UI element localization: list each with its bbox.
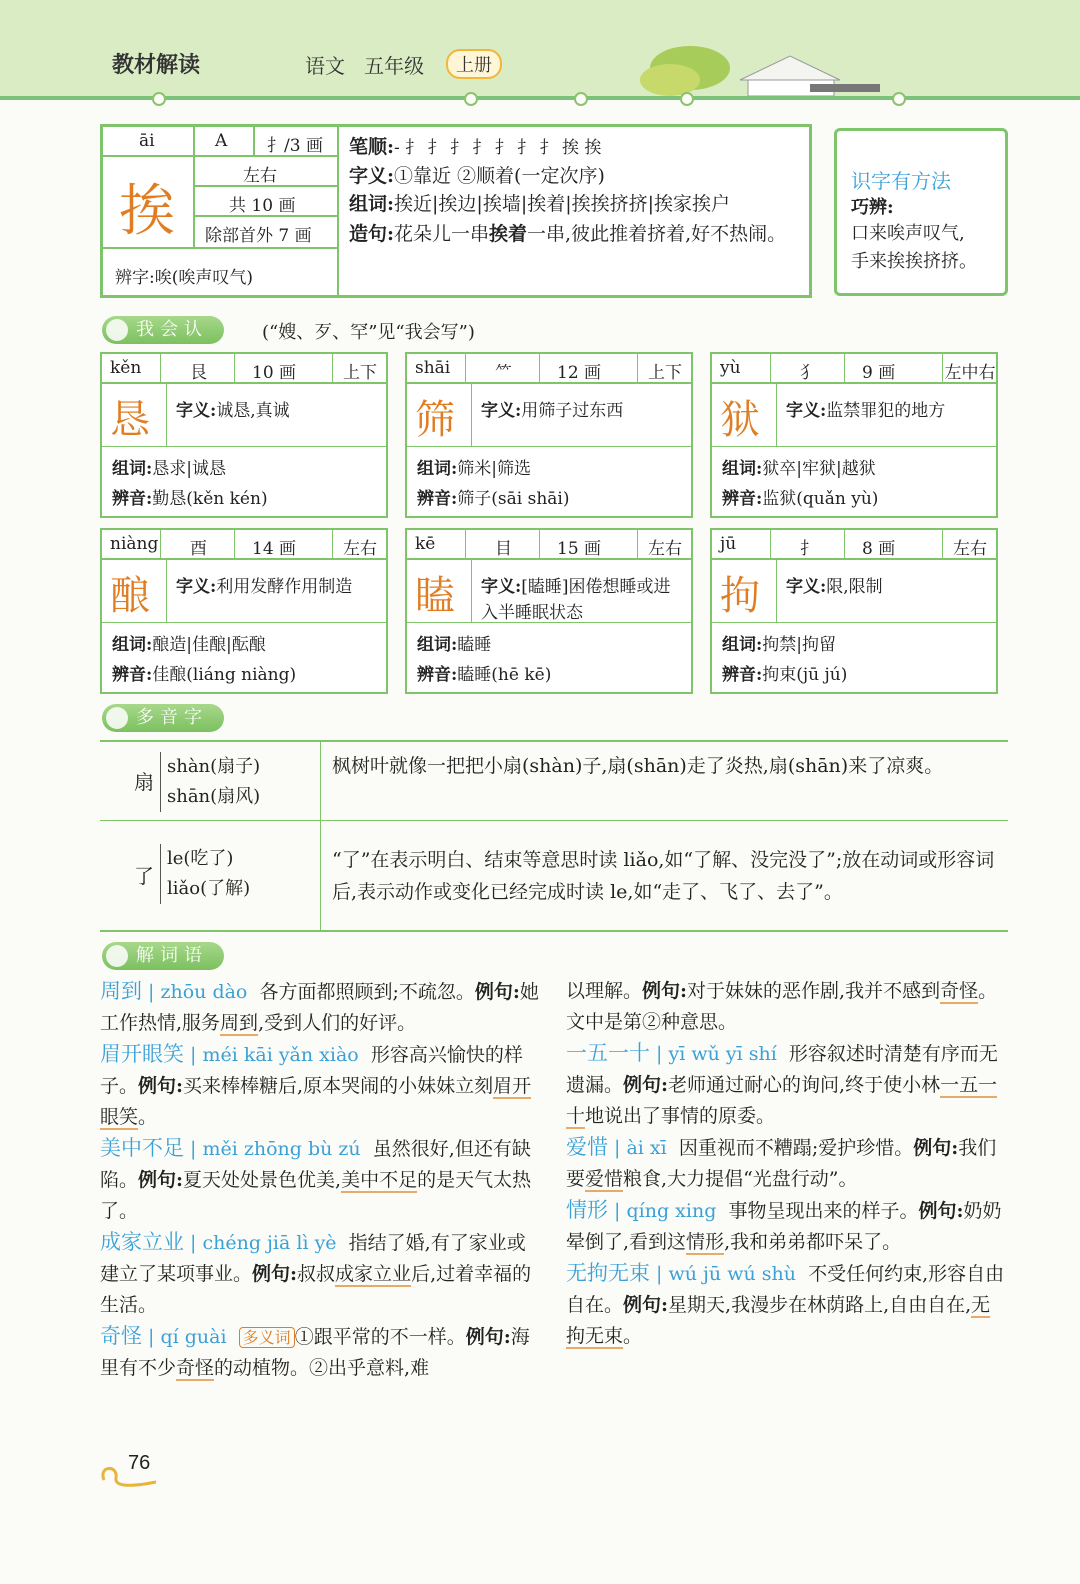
card-strokes: 10 画	[252, 363, 297, 383]
card-radical: 目	[495, 539, 512, 559]
char-card	[710, 528, 998, 694]
main-char-structure: 左右	[243, 166, 277, 186]
card-radical: ⺮	[495, 363, 512, 383]
header-title: 教材解读	[112, 53, 201, 78]
card-structure: 左右	[343, 539, 377, 559]
main-char-radical: 扌/3 画	[267, 136, 323, 156]
card-radical: 艮	[190, 363, 207, 383]
card-pinyin: kē	[415, 534, 436, 554]
house-illustration	[620, 40, 920, 98]
words-section-title: 解词语	[102, 942, 224, 970]
card-meaning: 字义:诚恳,真诚	[176, 401, 290, 421]
poly-readings-1: shàn(扇子) shān(扇风)	[160, 752, 260, 812]
card-meaning: 字义:用筛子过东西	[481, 401, 624, 421]
card-pron: 辨音:监狱(quǎn yù)	[722, 489, 879, 509]
stroke-order: - 扌 扌 扌 扌 扌 扌 扌 挨 挨	[394, 138, 602, 158]
main-char-words: 挨近|挨边|挨墙|挨着|挨挨挤挤|挨家挨户	[394, 193, 731, 215]
card-meaning: 字义:限,限制	[786, 577, 883, 597]
card-words: 组词:瞌睡	[417, 635, 492, 655]
card-pron: 辨音:瞌睡(hē kē)	[417, 665, 552, 685]
card-structure: 左右	[648, 539, 682, 559]
word-entry: 爱惜 | ài xī 因重视而不糟蹋;爱护珍惜。例句:我们要爱惜粮食,大力提倡“光盘行动”。	[566, 1135, 997, 1190]
card-pinyin: jū	[720, 534, 737, 554]
card-char: 筛	[415, 397, 455, 443]
learn-section-title: 我会认	[102, 316, 224, 344]
card-words: 组词:拘禁|拘留	[722, 635, 837, 655]
main-char-letter: A	[215, 131, 228, 151]
card-radical: 犭	[800, 363, 817, 383]
main-char-card	[100, 124, 812, 298]
char-card	[405, 528, 693, 694]
header-subject: 语文 五年级	[305, 54, 425, 78]
card-structure: 左右	[953, 539, 987, 559]
card-radical: 扌	[800, 539, 817, 559]
card-words: 组词:狱卒|牢狱|越狱	[722, 459, 876, 479]
word-entry: 无拘无束 | wú jū wú shù 不受任何约束,形容自由自在。例句:星期天,我漫步在林荫路上,自由自在,无拘无束。	[566, 1261, 1005, 1347]
main-char-strokes-other: 除部首外 7 画	[205, 226, 312, 246]
card-meaning: 字义:监禁罪犯的地方	[786, 401, 946, 421]
card-meaning: 字义:[瞌睡]困倦想睡或进入半睡眠状态	[481, 577, 671, 623]
poly-section-title: 多音字	[102, 704, 224, 732]
card-radical: 酉	[190, 539, 207, 559]
tip-card	[834, 128, 1008, 296]
poly-char-2: 了	[134, 864, 154, 888]
main-char-glyph: 挨	[119, 179, 175, 244]
main-char-meaning: ①靠近 ②顺着(一定次序)	[394, 165, 605, 187]
card-pinyin: niàng	[110, 534, 159, 554]
tip-label: 巧辨:	[851, 197, 894, 218]
page-number: 76	[128, 1452, 151, 1474]
main-char-distinguish: 辨字:唉(唉声叹气)	[115, 268, 253, 288]
card-structure: 左中右	[944, 363, 996, 383]
word-entry: 眉开眼笑 | méi kāi yǎn xiào 形容高兴愉快的样子。例句:买来棒棒糖后,原本哭闹的小妹妹立刻眉开眼笑。	[100, 1042, 532, 1128]
card-pron: 辨音:勤恳(kěn kén)	[112, 489, 268, 509]
word-entry: 奇怪 | qí guài 多义词 ①跟平常的不一样。例句:海里有不少奇怪的动植物。②出乎意料,难	[100, 1324, 530, 1379]
words-column-left	[100, 976, 544, 1384]
learn-section-note: (“嫂、歹、罕”见“我会写”)	[262, 322, 475, 343]
card-pron: 辨音:佳酿(liáng niàng)	[112, 665, 297, 685]
card-char: 拘	[720, 573, 760, 619]
word-entry: 周到 | zhōu dào 各方面都照顾到;不疏忽。例句:她工作热情,服务周到,受到人们的好评。	[100, 979, 539, 1034]
main-char-strokes: 共 10 画	[229, 196, 296, 216]
char-card	[405, 352, 693, 518]
card-strokes: 9 画	[862, 363, 896, 383]
card-char: 恳	[110, 397, 150, 443]
tip-title: 识字有方法	[851, 169, 951, 193]
word-entry-cont: 以理解。例句:对于妹妹的恶作剧,我并不感到奇怪。文中是第②种意思。	[566, 980, 998, 1033]
card-words: 组词:筛米|筛选	[417, 459, 532, 479]
main-char-pinyin: āi	[139, 131, 155, 151]
card-pinyin: shāi	[415, 358, 451, 378]
page-header	[0, 0, 1080, 100]
card-structure: 上下	[648, 363, 682, 383]
card-pinyin: yù	[720, 358, 741, 378]
card-pron: 辨音:拘束(jū jú)	[722, 665, 848, 685]
char-card	[710, 352, 998, 518]
card-structure: 上下	[343, 363, 377, 383]
polysemy-tag: 多义词	[239, 1327, 295, 1348]
poly-text-2: “了”在表示明白、结束等意思时读 liǎo,如“了解、没完没了”;放在动词或形容词后,表示动作或变化已经完成时读 le,如“走了、飞了、去了”。	[332, 849, 995, 903]
card-strokes: 14 画	[252, 539, 297, 559]
tip-line2: 手来挨挨挤挤。	[851, 251, 977, 272]
card-pinyin: kěn	[110, 358, 142, 378]
tip-line1: 口来唉声叹气,	[851, 223, 965, 244]
card-pron: 辨音:筛子(sāi shāi)	[417, 489, 570, 509]
card-meaning: 字义:利用发酵作用制造	[176, 577, 353, 597]
poly-char-1: 扇	[134, 770, 154, 794]
card-words: 组词:酿造|佳酿|酝酿	[112, 635, 266, 655]
char-card	[100, 352, 388, 518]
card-strokes: 12 画	[557, 363, 602, 383]
poly-readings-2: le(吃了) liǎo(了解)	[160, 844, 250, 904]
word-entry: 情形 | qíng xing 事物呈现出来的样子。例句:奶奶晕倒了,看到这情形,我和弟弟都吓呆了。	[566, 1198, 1002, 1253]
card-char: 狱	[720, 397, 760, 443]
card-char: 酿	[110, 573, 150, 619]
word-entry: 成家立业 | chéng jiā lì yè 指结了婚,有了家业或建立了某项事业。例句:叔叔成家立业后,过着幸福的生活。	[100, 1230, 532, 1316]
header-volume-tag: 上册	[446, 49, 502, 79]
char-card	[100, 528, 388, 694]
card-strokes: 8 画	[862, 539, 896, 559]
word-entry: 美中不足 | měi zhōng bù zú 虽然很好,但还有缺陷。例句:夏天处处景色优美,美中不足的是天气太热了。	[100, 1136, 532, 1222]
main-char-details: 笔顺:- 扌 扌 扌 扌 扌 扌 扌 挨 挨 字义:①靠近 ②顺着(一定次序) 组词:挨近|挨边|挨墙|挨着|挨挨挤挤|挨家挨户 造句:花朵儿一串挨着一串,彼此推着挤着,好不热闹。	[349, 136, 787, 245]
card-char: 瞌	[415, 573, 455, 619]
word-entry: 一五一十 | yī wǔ yī shí 形容叙述时清楚有序而无遗漏。例句:老师通过耐心的询问,终于使小林一五一十地说出了事情的原委。	[566, 1041, 998, 1127]
card-words: 组词:恳求|诚恳	[112, 459, 227, 479]
poly-text-1: 枫树叶就像一把把小扇(shàn)子,扇(shān)走了炎热,扇(shān)来了凉爽。	[332, 755, 944, 777]
card-strokes: 15 画	[557, 539, 602, 559]
words-column-right	[566, 976, 1008, 1352]
